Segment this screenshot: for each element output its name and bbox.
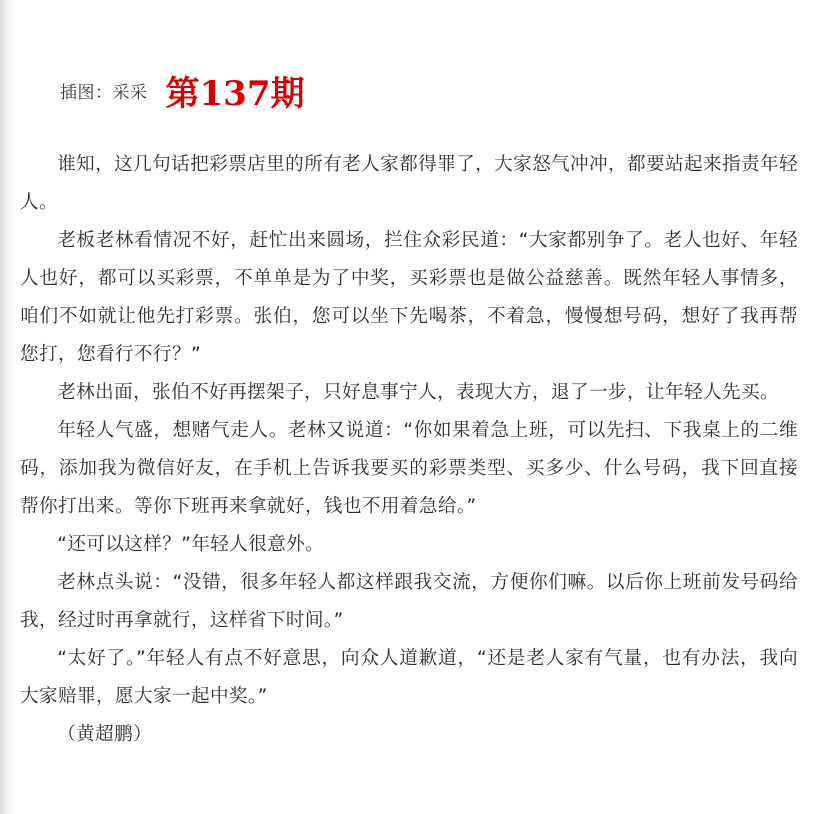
page-edge-shadow (0, 0, 16, 814)
paragraph: 谁知，这几句话把彩票店里的所有老人家都得罪了，大家怒气冲冲，都要站起来指责年轻人。 (20, 154, 798, 213)
paragraph: 老板老林看情况不好，赶忙出来圆场，拦住众彩民道：“大家都别争了。老人也好、年轻人也好，都可以买彩票，不单单是为了中奖，买彩票也是做公益慈善。既然年轻人事情多，咱们不如就让他先打彩票。张伯，您可以坐下先喝茶，不着急，慢慢想号码，想好了我再帮您打，您看行不行？” (20, 230, 798, 365)
article-header (60, 64, 304, 116)
paragraph: “太好了。”年轻人有点不好意思，向众人道歉道，“还是老人家有气量，也有办法，我向大家赔罪，愿大家一起中奖。” (20, 648, 798, 707)
paragraph: 年轻人气盛，想赌气走人。老林又说道：“你如果着急上班，可以先扫、下我桌上的二维码，添加我为微信好友，在手机上告诉我要买的彩票类型、买多少、什么号码，我下回直接帮你打出来。等你下班再来拿就好，钱也不用着急给。” (20, 420, 798, 517)
paragraph: 老林出面，张伯不好再摆架子，只好息事宁人，表现大方，退了一步，让年轻人先买。 (57, 382, 779, 403)
illustration-credit: 插图：采采 (60, 82, 148, 103)
paragraph: 老林点头说：“没错，很多年轻人都这样跟我交流，方便你们嘛。以后你上班前发号码给我，经过时再拿就行，这样省下时间。” (20, 572, 798, 631)
article-body (20, 146, 798, 754)
paragraph: “还可以这样？”年轻人很意外。 (57, 534, 325, 555)
author-byline: （黄超鹏） (57, 724, 153, 745)
issue-number: 第137期 (165, 73, 305, 114)
